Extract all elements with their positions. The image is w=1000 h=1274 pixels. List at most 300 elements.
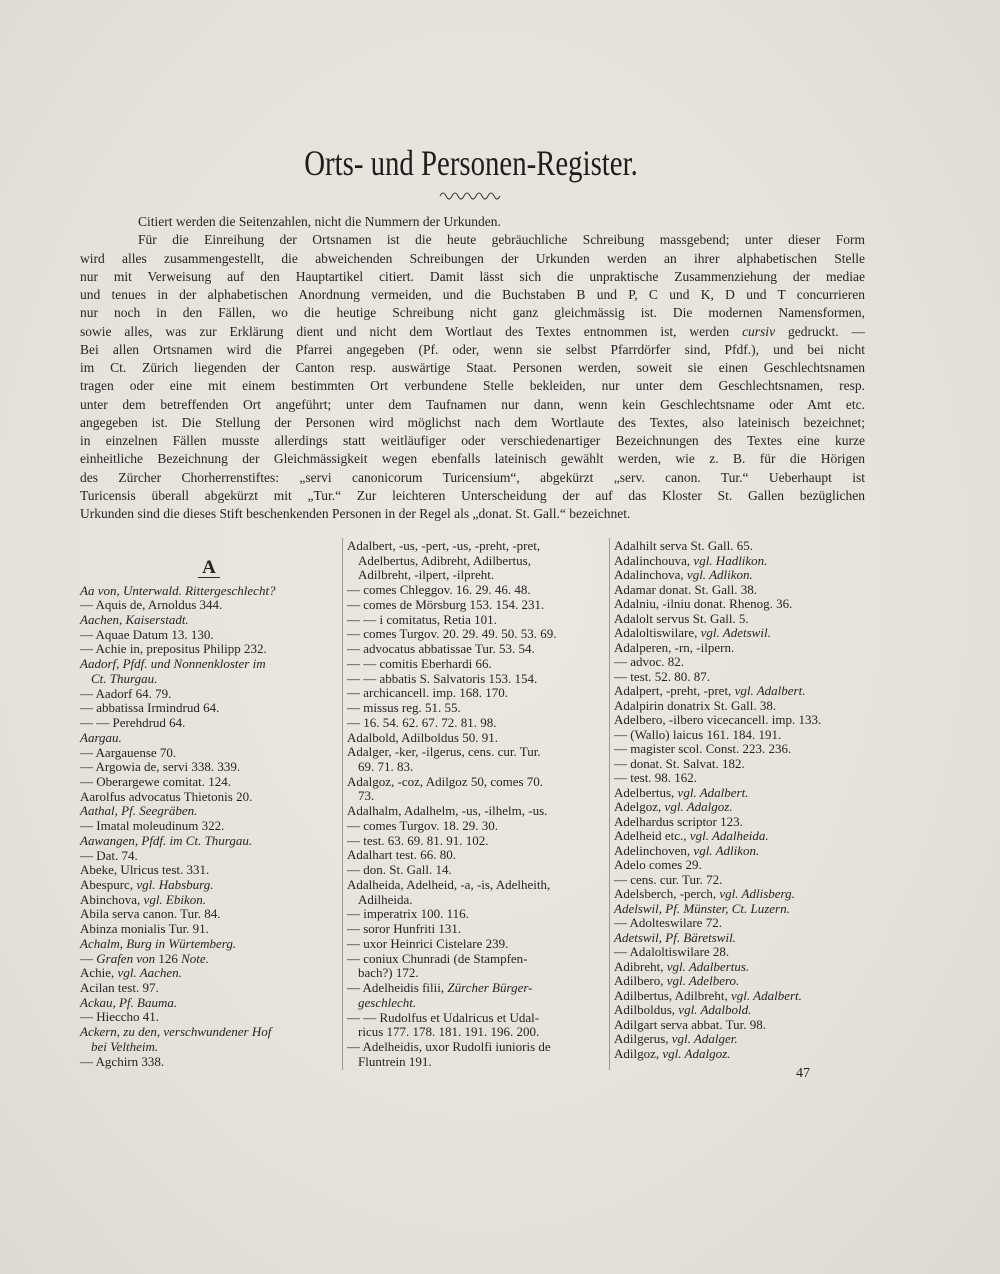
letter-heading: [80, 538, 338, 584]
index-entry: [80, 613, 338, 628]
entry-line: [614, 1003, 872, 1018]
entry-continuation-line: [347, 966, 605, 981]
entry-line: [614, 670, 872, 685]
index-entry: [80, 937, 338, 952]
index-entry: [347, 745, 605, 774]
index-entry: [347, 775, 605, 804]
entry-line: [614, 1018, 872, 1033]
roman-text: nur noch in den Fällen, wo die heutige Schreibung nicht ganz gleichmässig ist. Die modernen Namensformen,: [80, 305, 865, 321]
entry-line: [347, 642, 605, 657]
intro-line: [80, 377, 865, 395]
roman-text: — Argowia de, servi 338. 339.: [80, 759, 241, 775]
index-entry: [80, 849, 338, 864]
italic-text: vgl. Adlisberg.: [719, 886, 795, 901]
index-entry: [80, 893, 338, 908]
index-entry: [80, 731, 338, 746]
index-entry: [80, 863, 338, 878]
index-entry: [80, 642, 338, 657]
entry-line: [347, 686, 605, 701]
roman-text: einheitliche Bezeichnung der Gleichmässigkeit wegen ebenfalls lateinisch gewählt werden, wie z. B. für die Hörigen: [80, 451, 865, 467]
roman-text: wird alles zusammengestellt, die abweichenden Schreibungen der Urkunden werden an ihrer alphabetischen Stelle: [80, 250, 865, 266]
roman-text: Adilgerus,: [614, 1031, 672, 1046]
index-entry: [614, 626, 872, 641]
index-column-2: [347, 539, 605, 1069]
italic-text: vgl. Adalbert.: [731, 987, 802, 1003]
roman-text: Adelsberch, -perch,: [614, 886, 720, 901]
italic-text: vgl. Aachen.: [117, 965, 182, 981]
roman-text: — Adelheidis, uxor Rudolfi iunioris de: [347, 1038, 551, 1054]
entry-line: [80, 952, 338, 967]
entry-line: [614, 844, 872, 859]
entry-line: [614, 902, 872, 917]
entry-line: [347, 775, 605, 790]
entry-line: [347, 834, 605, 849]
roman-text: — abbatissa Irmindrud 64.: [80, 700, 220, 716]
intro-line: [80, 487, 865, 505]
index-entry: [347, 642, 605, 657]
index-entry: [80, 790, 338, 805]
entry-line: [347, 745, 605, 760]
roman-text: Abila serva canon. Tur. 84.: [80, 906, 221, 922]
roman-text: Adilgart serva abbat. Tur. 98.: [614, 1016, 767, 1032]
entry-line: [80, 996, 338, 1011]
roman-text: — archicancell. imp. 168. 170.: [347, 685, 509, 701]
roman-text: — magister scol. Const. 223. 236.: [614, 741, 792, 756]
italic-text: vgl. Ebikon.: [143, 891, 207, 907]
italic-text: Achalm, Burg in Würtemberg.: [80, 935, 237, 951]
roman-text: Adilbero,: [614, 973, 667, 988]
index-entry: [347, 716, 605, 731]
intro-line: [80, 304, 865, 322]
entry-line: [614, 554, 872, 569]
entry-line: [80, 878, 338, 893]
index-entry: [614, 583, 872, 598]
intro-line: [80, 450, 865, 468]
entry-line: [347, 848, 605, 863]
entry-line: [614, 960, 872, 975]
roman-text: Adalbold, Adilboldus 50. 91.: [347, 729, 498, 745]
entry-line: [80, 584, 338, 599]
index-entry: [347, 672, 605, 687]
index-entry: [347, 819, 605, 834]
index-entry: [347, 657, 605, 672]
roman-text: — coniux Chunradi (de Stampfen-: [347, 950, 528, 966]
roman-text: — — Perehdrud 64.: [80, 715, 186, 731]
entry-line: [80, 1055, 338, 1070]
intro-line: [80, 505, 865, 523]
index-entry: [80, 746, 338, 761]
entry-line: [614, 786, 872, 801]
entry-line: [347, 981, 605, 996]
entry-line: [80, 716, 338, 731]
italic-text: vgl. Adalbertus.: [666, 958, 750, 974]
roman-text: Abespurc,: [80, 876, 137, 892]
index-entry: [614, 655, 872, 670]
index-entry: [614, 829, 872, 844]
entry-line: [347, 627, 605, 642]
index-entry: [347, 834, 605, 849]
index-entry: [614, 757, 872, 772]
index-entry: [614, 1047, 872, 1062]
index-entry: [80, 834, 338, 849]
index-entry: [347, 1011, 605, 1040]
page-title: Orts- und Personen-Register.: [304, 143, 638, 183]
entry-continuation-line: [347, 893, 605, 908]
entry-line: [614, 742, 872, 757]
entry-line: [614, 612, 872, 627]
letter-heading-text: A: [198, 558, 220, 578]
index-entry: [347, 731, 605, 746]
index-entry: [614, 815, 872, 830]
index-entry: [80, 701, 338, 716]
index-entry: [347, 613, 605, 628]
roman-text: Aarolfus advocatus Thietonis 20.: [80, 788, 253, 804]
roman-text: — uxor Heinrici Cistelare 239.: [347, 935, 509, 951]
italic-text: Aachen, Kaiserstadt.: [80, 612, 189, 628]
intro-line: [80, 432, 865, 450]
index-entry: [80, 907, 338, 922]
roman-text: 126: [155, 950, 182, 966]
intro-line: [80, 231, 865, 249]
roman-text: — test. 63. 69. 81. 91. 102.: [347, 832, 489, 848]
italic-text: Note.: [181, 950, 209, 966]
index-entry: [347, 981, 605, 1010]
roman-text: Adelgoz,: [614, 799, 665, 814]
index-entry: [614, 612, 872, 627]
roman-text: Abinza monialis Tur. 91.: [80, 921, 209, 937]
roman-text: — comes Chleggov. 16. 29. 46. 48.: [347, 582, 531, 598]
roman-text: bach?) 172.: [358, 965, 419, 981]
index-entry: [614, 945, 872, 960]
roman-text: Acilan test. 97.: [80, 980, 159, 995]
entry-line: [614, 989, 872, 1004]
entry-line: [80, 937, 338, 952]
roman-text: — don. St. Gall. 14.: [347, 862, 452, 878]
entry-line: [80, 1025, 338, 1040]
intro-line: [80, 250, 865, 268]
index-entry: [80, 966, 338, 981]
italic-text: vgl. Adalbold.: [678, 1002, 752, 1017]
roman-text: Adilboldus,: [614, 1002, 679, 1017]
intro-line: [80, 341, 865, 359]
index-entry: [614, 684, 872, 699]
roman-text: Adalgoz, -coz, Adilgoz 50, comes 70.: [347, 773, 544, 789]
intro-line: [80, 359, 865, 377]
roman-text: Adalolt servus St. Gall. 5.: [614, 610, 749, 626]
index-entry: [614, 960, 872, 975]
entry-line: [347, 731, 605, 746]
italic-text: vgl. Adlikon.: [693, 842, 760, 858]
entry-continuation-line: [80, 1040, 338, 1055]
entry-line: [80, 775, 338, 790]
index-entry: [614, 974, 872, 989]
entry-line: [347, 672, 605, 687]
entry-line: [614, 771, 872, 786]
roman-text: — missus reg. 51. 55.: [347, 700, 461, 716]
roman-text: Achie,: [80, 965, 118, 981]
index-entry: [614, 931, 872, 946]
entry-line: [80, 731, 338, 746]
index-entry: [614, 1032, 872, 1047]
intro-line: [80, 469, 865, 487]
index-entry: [347, 701, 605, 716]
index-entry: [347, 848, 605, 863]
intro-line: [80, 396, 865, 414]
index-entry: [80, 996, 338, 1011]
title-ornament: [438, 188, 502, 200]
intro-line: [80, 323, 865, 341]
roman-text: Bei allen Ortsnamen wird die Pfarrei angegeben (Pf. oder, wenn sie selbst Pfarrdörfer sind, Pfdf.), und bei nicht: [80, 341, 865, 357]
index-entry: [614, 728, 872, 743]
index-entry: [614, 699, 872, 714]
index-entry: [80, 687, 338, 702]
entry-line: [347, 613, 605, 628]
index-entry: [614, 786, 872, 801]
entry-line: [347, 907, 605, 922]
index-entry: [614, 1018, 872, 1033]
roman-text: 69. 71. 83.: [358, 759, 414, 775]
index-entry: [347, 598, 605, 613]
roman-text: Adelbero, -ilbero vicecancell. imp. 133.: [614, 712, 822, 727]
roman-text: — comes Turgov. 20. 29. 49. 50. 53. 69.: [347, 626, 557, 642]
entry-line: [614, 1032, 872, 1047]
entry-line: [614, 858, 872, 873]
entry-line: [614, 713, 872, 728]
roman-text: — Adaloltiswilare 28.: [614, 944, 730, 959]
index-entry: [347, 907, 605, 922]
italic-text: Ackern, zu den, verschwundener Hof: [80, 1024, 272, 1040]
entry-line: [80, 760, 338, 775]
index-entry: [80, 584, 338, 599]
roman-text: Adalinchova,: [614, 567, 687, 582]
index-entry: [80, 1010, 338, 1025]
index-entry: [80, 657, 338, 686]
entry-line: [614, 568, 872, 583]
entry-line: [347, 583, 605, 598]
roman-text: Adalpirin donatrix St. Gall. 38.: [614, 697, 777, 713]
index-entry: [80, 981, 338, 996]
roman-text: — 16. 54. 62. 67. 72. 81. 98.: [347, 714, 497, 730]
index-entry: [614, 873, 872, 888]
italic-text: bei Veltheim.: [91, 1038, 159, 1054]
entry-line: [80, 893, 338, 908]
roman-text: Turicensis überall abgekürzt mit „Tur.“ Zur leichteren Unterscheidung der auf das Kloster St. Gallen bezüglichen: [80, 487, 865, 503]
roman-text: — advoc. 82.: [614, 654, 685, 669]
roman-text: — — Rudolfus et Udalricus et Udal-: [347, 1009, 540, 1025]
roman-text: — — i comitatus, Retia 101.: [347, 611, 497, 627]
entry-line: [614, 757, 872, 772]
entry-continuation-line: [347, 789, 605, 804]
intro-line: [80, 213, 865, 231]
roman-text: — Adelheidis filii,: [347, 980, 448, 996]
entry-line: [80, 966, 338, 981]
roman-text: nur mit Verweisung auf den Hauptartikel citiert. Damit lässt sich die unpraktische Zusammenziehung der mediae: [80, 268, 865, 284]
entry-line: [614, 728, 872, 743]
roman-text: — donat. St. Salvat. 182.: [614, 755, 745, 771]
roman-text: Adilgoz,: [614, 1045, 663, 1061]
entry-line: [614, 974, 872, 989]
index-entry: [614, 887, 872, 902]
entry-line: [80, 642, 338, 657]
entry-line: [614, 583, 872, 598]
roman-text: — Achie in, prepositus Philipp 232.: [80, 641, 267, 657]
entry-line: [614, 815, 872, 830]
italic-text: cursiv: [742, 323, 776, 339]
italic-text: vgl. Adalgoz.: [662, 1045, 731, 1061]
entry-line: [80, 613, 338, 628]
roman-text: Adalperen, -rn, -ilpern.: [614, 639, 735, 655]
entry-line: [80, 849, 338, 864]
index-entry: [347, 1040, 605, 1069]
roman-text: — imperatrix 100. 116.: [347, 906, 469, 922]
index-entry: [614, 916, 872, 931]
entry-line: [347, 716, 605, 731]
roman-text: Adelbertus,: [614, 784, 678, 800]
entry-line: [80, 834, 338, 849]
roman-text: Adamar donat. St. Gall. 38.: [614, 581, 757, 597]
entry-continuation-line: [347, 1055, 605, 1070]
roman-text: Adibreht,: [614, 958, 667, 974]
italic-text: Aathal, Pf. Seegräben.: [80, 803, 198, 819]
roman-text: Adalger, -ker, -ilgerus, cens. cur. Tur.: [347, 744, 541, 760]
entry-line: [347, 598, 605, 613]
italic-text: Aadorf, Pfdf. und Nonnenkloster im: [80, 656, 266, 672]
entry-continuation-line: [347, 568, 605, 583]
roman-text: Adelo comes 29.: [614, 857, 702, 872]
roman-text: — soror Hunfriti 131.: [347, 921, 462, 937]
index-entry: [347, 952, 605, 981]
entry-continuation-line: [347, 554, 605, 569]
roman-text: Adaloltiswilare,: [614, 625, 701, 640]
roman-text: — test. 98. 162.: [614, 770, 698, 785]
index-entry: [347, 922, 605, 937]
entry-line: [80, 701, 338, 716]
italic-text: vgl. Adalheida.: [689, 828, 769, 843]
roman-text: gedruckt. —: [775, 323, 865, 339]
italic-text: Zürcher Bürger-: [447, 980, 533, 996]
roman-text: — test. 52. 80. 87.: [614, 668, 711, 684]
entry-continuation-line: [80, 672, 338, 687]
italic-text: vgl. Adalgoz.: [664, 799, 733, 814]
roman-text: Adelheid etc.,: [614, 828, 690, 843]
index-column-1: [80, 538, 338, 1069]
entry-line: [614, 829, 872, 844]
entry-line: [614, 873, 872, 888]
italic-text: Adetswil, Pf. Bäretswil.: [614, 929, 736, 945]
index-entry: [614, 1003, 872, 1018]
entry-line: [614, 626, 872, 641]
roman-text: Adelhardus scriptor 123.: [614, 813, 743, 829]
roman-text: — Hieccho 41.: [80, 1009, 160, 1025]
entry-line: [347, 657, 605, 672]
italic-text: Ackau, Pf. Bauma.: [80, 994, 178, 1010]
roman-text: — comes de Mörsburg 153. 154. 231.: [347, 596, 545, 612]
entry-line: [80, 687, 338, 702]
italic-text: vgl. Adalbert.: [677, 784, 749, 800]
roman-text: Adalbert, -us, -pert, -us, -preht, -pret,: [347, 538, 541, 553]
index-entry: [347, 539, 605, 583]
index-entry: [80, 628, 338, 643]
entry-line: [80, 819, 338, 834]
index-entry: [614, 670, 872, 685]
index-entry: [614, 539, 872, 554]
entry-continuation-line: [347, 996, 605, 1011]
roman-text: ricus 177. 178. 181. 191. 196. 200.: [358, 1024, 540, 1040]
index-entry: [80, 952, 338, 967]
italic-text: Aa von, Unterwald. Rittergeschlecht?: [80, 582, 276, 598]
roman-text: Fluntrein 191.: [358, 1053, 432, 1069]
entry-line: [614, 684, 872, 699]
entry-line: [80, 746, 338, 761]
roman-text: Adalhilt serva St. Gall. 65.: [614, 538, 754, 553]
intro-line: [80, 414, 865, 432]
roman-text: unter dem betreffenden Ort angeführt; unter dem Taufnamen nur dann, wenn kein Geschlechtsname oder Amt etc.: [80, 396, 865, 412]
roman-text: im Ct. Zürich liegenden der Canton resp. auswärtige Staat. Personen werden, soweit sie einen Geschlechtsnamen: [80, 360, 865, 375]
entry-line: [614, 887, 872, 902]
italic-text: Ct. Thurgau.: [91, 670, 158, 686]
roman-text: — Adolteswilare 72.: [614, 915, 722, 930]
index-entry: [347, 804, 605, 819]
entry-line: [614, 597, 872, 612]
entry-line: [80, 628, 338, 643]
roman-text: Adilbertus, Adilbreht,: [614, 987, 731, 1003]
italic-text: vgl. Adelbero.: [666, 973, 740, 988]
roman-text: Für die Einreihung der Ortsnamen ist die heute gebräuchliche Schreibung massgebend; unter dieser Form: [138, 232, 865, 248]
entry-line: [347, 1040, 605, 1055]
roman-text: Adelbertus, Adibreht, Adilbertus,: [358, 552, 531, 568]
index-entry: [80, 775, 338, 790]
index-entry: [614, 858, 872, 873]
intro-text: [80, 213, 865, 523]
roman-text: Adilheida.: [358, 891, 413, 907]
index-entry: [614, 771, 872, 786]
entry-line: [80, 598, 338, 613]
index-entry: [347, 878, 605, 907]
italic-text: vgl. Adetswil.: [700, 625, 771, 640]
index-entry: [80, 760, 338, 775]
index-entry: [347, 627, 605, 642]
roman-text: — Aquae Datum 13. 130.: [80, 626, 214, 642]
index-entry: [614, 641, 872, 656]
roman-text: — Aadorf 64. 79.: [80, 685, 172, 701]
entry-continuation-line: [347, 760, 605, 775]
italic-text: vgl. Hadlikon.: [693, 552, 768, 568]
column-rule: [342, 538, 343, 1070]
roman-text: — Agchirn 338.: [80, 1053, 165, 1069]
entry-line: [347, 952, 605, 967]
roman-text: — — comitis Eberhardi 66.: [347, 655, 492, 671]
index-entry: [80, 716, 338, 731]
index-entry: [347, 686, 605, 701]
index-column-3: [614, 539, 872, 1061]
roman-text: Adalhalm, Adalhelm, -us, -ilhelm, -us.: [347, 803, 548, 819]
roman-text: des Zürcher Chorherrenstiftes: „servi canonicorum Turicensium“, abgekürzt „serv. canon. Tur.“ Ueberhaupt ist: [80, 469, 865, 485]
roman-text: Citiert werden die Seitenzahlen, nicht die Nummern der Urkunden.: [138, 214, 501, 229]
roman-text: — Imatal moleudinum 322.: [80, 818, 225, 834]
index-entry: [614, 597, 872, 612]
page-number: 47: [796, 1066, 810, 1081]
index-entry: [614, 742, 872, 757]
entry-line: [614, 800, 872, 815]
index-entry: [80, 819, 338, 834]
roman-text: Adalheida, Adelheid, -a, -is, Adelheith,: [347, 876, 551, 892]
roman-text: Adalinchouva,: [614, 552, 694, 568]
roman-text: — — abbatis S. Salvatoris 153. 154.: [347, 670, 538, 686]
index-entry: [347, 937, 605, 952]
entry-line: [80, 790, 338, 805]
roman-text: —: [80, 950, 97, 966]
roman-text: — Aargauense 70.: [80, 744, 177, 760]
